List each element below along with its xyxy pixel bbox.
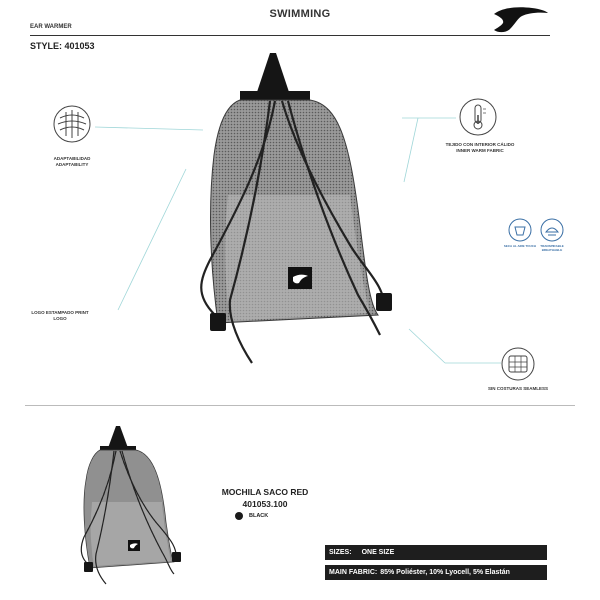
quick-dry-label: SECA AL AIRE TOUCH xyxy=(503,244,537,248)
callout-line-adaptability xyxy=(95,120,205,140)
main-fabric-label: MAIN FABRIC: xyxy=(329,569,378,576)
quick-dry-icon xyxy=(508,218,532,242)
main-fabric-value: 85% Poliéster, 10% Lyocell, 5% Elastán xyxy=(380,569,510,576)
seamless-icon xyxy=(500,346,536,382)
variant-name: MOCHILA SACO RED xyxy=(221,487,309,497)
style-number: STYLE: 401053 xyxy=(30,41,95,51)
page-category-title: SWIMMING xyxy=(269,8,331,20)
callout-line-seamless xyxy=(405,325,505,370)
breathable-icon xyxy=(540,218,564,242)
sizes-bar xyxy=(325,545,547,560)
callout-line-inner-warm xyxy=(398,114,460,186)
adaptability-label: ADAPTABILIDAD ADAPTABILITY xyxy=(53,156,91,168)
adaptability-icon xyxy=(52,104,92,144)
sizes-value: ONE SIZE xyxy=(361,549,395,556)
print-logo-label: LOGO ESTAMPADO PRINT LOGO xyxy=(31,310,89,322)
color-label: BLACK xyxy=(249,513,269,519)
seamless-label: SIN COSTURAS SEAMLESS xyxy=(488,386,549,391)
sizes-label: SIZES: xyxy=(329,549,352,556)
bag-illustration-variant xyxy=(70,422,200,592)
color-swatch xyxy=(235,512,243,520)
bag-illustration-main xyxy=(170,45,420,375)
variant-code: 401053.100 xyxy=(242,499,288,509)
product-type-label: EAR WARMER xyxy=(30,24,72,30)
thermometer-icon xyxy=(458,97,498,137)
section-divider xyxy=(25,405,575,406)
brand-logo xyxy=(488,4,550,34)
inner-warm-fabric-label: TEJIDO CON INTERIOR CÁLIDO INNER WARM FABRIC xyxy=(445,142,515,154)
breathable-label: TRANSPIRABLE BREATHABLE xyxy=(540,244,564,253)
main-fabric-bar xyxy=(325,565,547,580)
color-option xyxy=(235,511,268,521)
callout-line-print-logo xyxy=(112,165,192,315)
header-divider xyxy=(30,35,550,36)
